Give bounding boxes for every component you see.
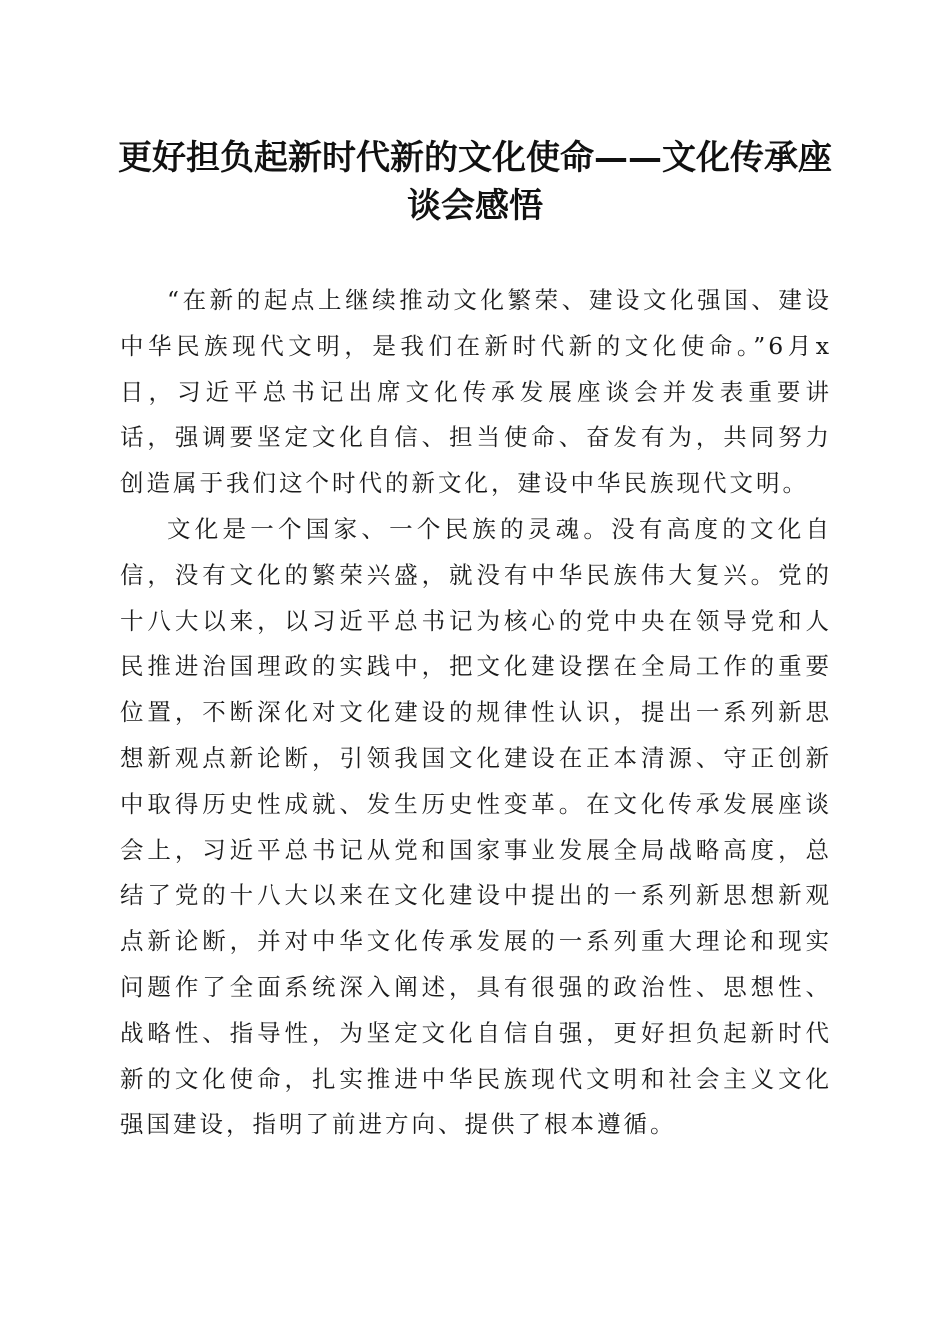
paragraph: 文化是一个国家、一个民族的灵魂。没有高度的文化自信，没有文化的繁荣兴盛，就没有中华民族伟大复兴。党的十八大以来，以习近平总书记为核心的党中央在领导党和人民推进治国理政的实践中，把文化建设摆在全局工作的重要位置，不断深化对文化建设的规律性认识，提出一系列新思想新观点新论断，引领我国文化建设在正本清源、守正创新中取得历史性成就、发生历史性变革。在文化传承发展座谈会上，习近平总书记从党和国家事业发展全局战略高度，总结了党的十八大以来在文化建设中提出的一系列新思想新观点新论断，并对中华文化传承发展的一系列重大理论和现实问题作了全面系统深入阐述，具有很强的政治性、思想性、战略性、指导性，为坚定文化自信自强，更好担负起新时代新的文化使命，扎实推进中华民族现代文明和社会主义文化强国建设，指明了前进方向、提供了根本遵循。 (120, 514, 832, 1139)
document-title: 更好担负起新时代新的文化使命——文化传承座谈会感悟 (118, 138, 832, 226)
paragraph: “在新的起点上继续推动文化繁荣、建设文化强国、建设中华民族现代文明，是我们在新时代新的文化使命。”6月x日，习近平总书记出席文化传承发展座谈会并发表重要讲话，强调要坚定文化自信、担当使命、奋发有为，共同努力创造属于我们这个时代的新文化，建设中华民族现代文明。 (120, 286, 832, 498)
document-body (120, 278, 832, 1148)
